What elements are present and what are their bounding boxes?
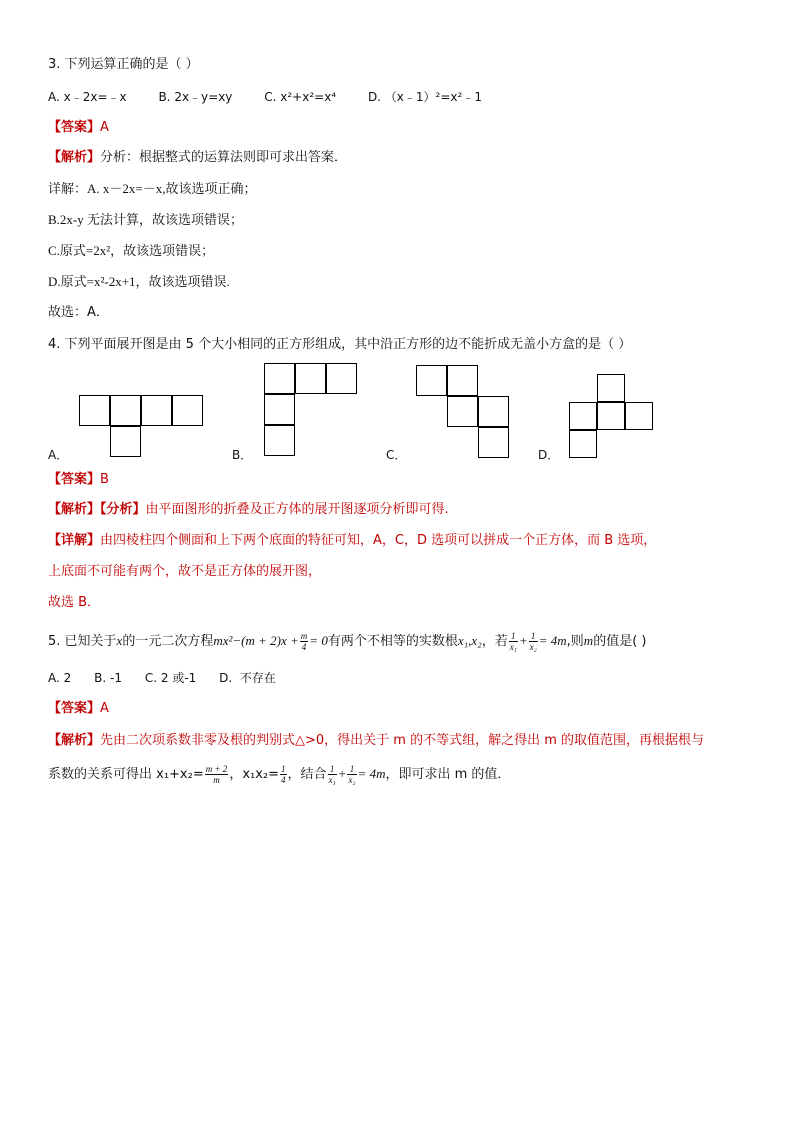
q5-product-fraction: [280, 764, 287, 785]
q3-answer-value: A: [100, 120, 109, 135]
q4-analysis-text: 由平面图形的折叠及正方体的展开图逐项分析即可得.: [145, 502, 449, 517]
net-a-label: A．: [48, 448, 69, 462]
net-b-label: B．: [232, 448, 253, 462]
net-c: [416, 365, 510, 459]
net-c-square: [447, 365, 478, 396]
q5-var-m: m: [583, 633, 594, 648]
q5-stem-part: 的值是( ): [593, 634, 647, 649]
q4-detail-1: [48, 532, 656, 550]
net-c-square: [478, 396, 509, 427]
fraction-numerator: 1: [509, 631, 518, 642]
fraction-numerator: m + 2: [205, 764, 228, 774]
q5-stem-part: ，若: [481, 634, 508, 649]
q4-answer: [48, 471, 109, 489]
q5-equation: mx²−(m + 2)x +: [213, 633, 299, 648]
q5-analysis-2e: ，即可求出 m 的值．: [385, 767, 511, 782]
q5-equation-tail: = 0: [309, 633, 328, 648]
q4-analysis: [48, 501, 449, 519]
q5-var-x: x: [116, 633, 123, 648]
q4-detail-2: 上底面不可能有两个，故不是正方体的展开图，: [48, 564, 322, 579]
fraction-denominator: x₁: [328, 775, 336, 785]
net-d-square: [569, 430, 597, 458]
q5-stem-part: 的一元二次方程: [122, 634, 214, 649]
q5-sum-fraction: [205, 764, 229, 785]
net-a-square: [110, 426, 141, 457]
q3-conclusion: 故选：A．: [48, 305, 109, 320]
net-d-square: [569, 402, 597, 430]
q5-answer: [48, 700, 109, 718]
fraction-denominator: m: [213, 775, 220, 785]
q3-analysis: [48, 149, 347, 167]
q4-answer-value: B: [100, 472, 109, 487]
q3-analysis-tag: 【解析】: [48, 150, 101, 165]
net-c-square: [478, 427, 509, 458]
net-d-square: [597, 402, 625, 430]
q5-stem-part: ,则: [566, 634, 584, 649]
q3-answer-tag: 【答案】: [48, 120, 101, 135]
net-d: [569, 374, 653, 458]
net-c-square: [416, 365, 447, 396]
fraction-denominator: x₂: [529, 642, 537, 652]
q4-detail-tag: 【详解】: [48, 533, 101, 548]
q5-stem-part: 5. 已知关于: [48, 634, 117, 649]
net-a: [79, 395, 204, 457]
net-c-label: C．: [386, 448, 407, 462]
q3-option-b: B. 2x﹣y=xy: [158, 90, 233, 104]
net-a-square: [172, 395, 203, 426]
net-d-square: [625, 402, 653, 430]
q5-cond-fraction-1: [509, 631, 518, 652]
q5-analysis-1: [48, 732, 704, 750]
q5-options: A. 2 B. -1 C. 2 或-1 D. 不存在: [48, 671, 276, 685]
q4-stem: 4. 下列平面展开图是由 5 个大小相同的正方形组成，其中沿正方形的边不能折成无盖小方盒的是（ ）: [48, 337, 632, 352]
q5-plus: +: [337, 766, 347, 781]
fraction-denominator: x₁: [509, 642, 517, 652]
q4-analysis-tag: 【解析】【分析】: [48, 502, 146, 517]
q3-option-a: A. x﹣2x=﹣x: [48, 90, 127, 104]
q3-detail-a-text: A. x－2x=－x,故该选项正确；: [87, 181, 257, 196]
q5-analysis-1-text: 先由二次项系数非零及根的判别式△>0，得出关于 m 的不等式组，解之得出 m 的取值范围，再根据根与: [100, 733, 705, 748]
q3-detail-b: B.2x-y 无法计算，故该选项错误；: [48, 212, 244, 227]
net-c-square: [447, 396, 478, 427]
q3-options: [48, 88, 482, 106]
q5-analysis-2c: ，结合: [287, 767, 327, 782]
q3-option-c: C. x²+x²=x⁴: [264, 90, 337, 104]
net-b-square: [264, 425, 295, 456]
q3-analysis-text: 分析：根据整式的运算法则即可求出答案．: [100, 150, 348, 165]
net-a-square: [110, 395, 141, 426]
q5-analysis-2d: = 4m: [357, 766, 386, 781]
fraction-numerator: m: [300, 631, 308, 641]
q5-stem-part: 有两个不相等的实数根: [327, 634, 458, 649]
q5-roots: x₁,x₂: [457, 633, 482, 648]
q3-detail-d: D.原式=x²-2x+1，故该选项错误.: [48, 274, 230, 289]
fraction-numerator: 1: [281, 764, 286, 774]
net-a-square: [141, 395, 172, 426]
q5-cond-fraction-2: [347, 764, 356, 785]
net-b-square: [264, 363, 295, 394]
q3-detail-prefix: 详解：: [48, 182, 88, 197]
net-d-label: D．: [538, 448, 560, 462]
net-b-square: [264, 394, 295, 425]
fraction-numerator: 1: [328, 764, 337, 775]
q5-stem: [48, 631, 646, 652]
q5-cond-fraction-2: [529, 631, 538, 652]
q5-equation-fraction: [300, 631, 309, 652]
q5-plus: +: [518, 633, 528, 648]
q5-cond-fraction-1: [328, 764, 337, 785]
net-d-square: [597, 374, 625, 402]
q3-detail-c: C.原式=2x²，故该选项错误；: [48, 243, 215, 258]
q3-answer: [48, 119, 109, 137]
fraction-denominator: 4: [301, 642, 307, 652]
net-b: [264, 363, 358, 457]
net-b-square: [295, 363, 326, 394]
fraction-numerator: 1: [529, 631, 538, 642]
fraction-denominator: 4: [281, 775, 286, 785]
q5-analysis-2b: ，x₁x₂=: [229, 767, 280, 782]
net-b-square: [326, 363, 357, 394]
q5-analysis-2: [48, 764, 510, 785]
fraction-denominator: x₂: [348, 775, 356, 785]
net-a-square: [79, 395, 110, 426]
q5-answer-value: A: [100, 701, 109, 716]
fraction-numerator: 1: [347, 764, 356, 775]
q4-answer-tag: 【答案】: [48, 472, 101, 487]
q3-stem: 3. 下列运算正确的是（ ）: [48, 57, 199, 72]
q5-analysis-tag: 【解析】: [48, 733, 101, 748]
q3-option-d: D. （x﹣1）²=x²﹣1: [367, 90, 482, 104]
q5-analysis-2a: 系数的关系可得出 x₁+x₂=: [48, 767, 204, 782]
q4-detail-1-text: 由四棱柱四个侧面和上下两个底面的特征可知，A，C，D 选项可以拼成一个正方体，而 B 选项，: [100, 533, 657, 548]
q4-conclusion: 故选 B．: [48, 595, 101, 610]
q5-answer-tag: 【答案】: [48, 701, 101, 716]
q5-cond-rhs: = 4m: [538, 633, 567, 648]
q3-detail-a: [48, 180, 257, 199]
